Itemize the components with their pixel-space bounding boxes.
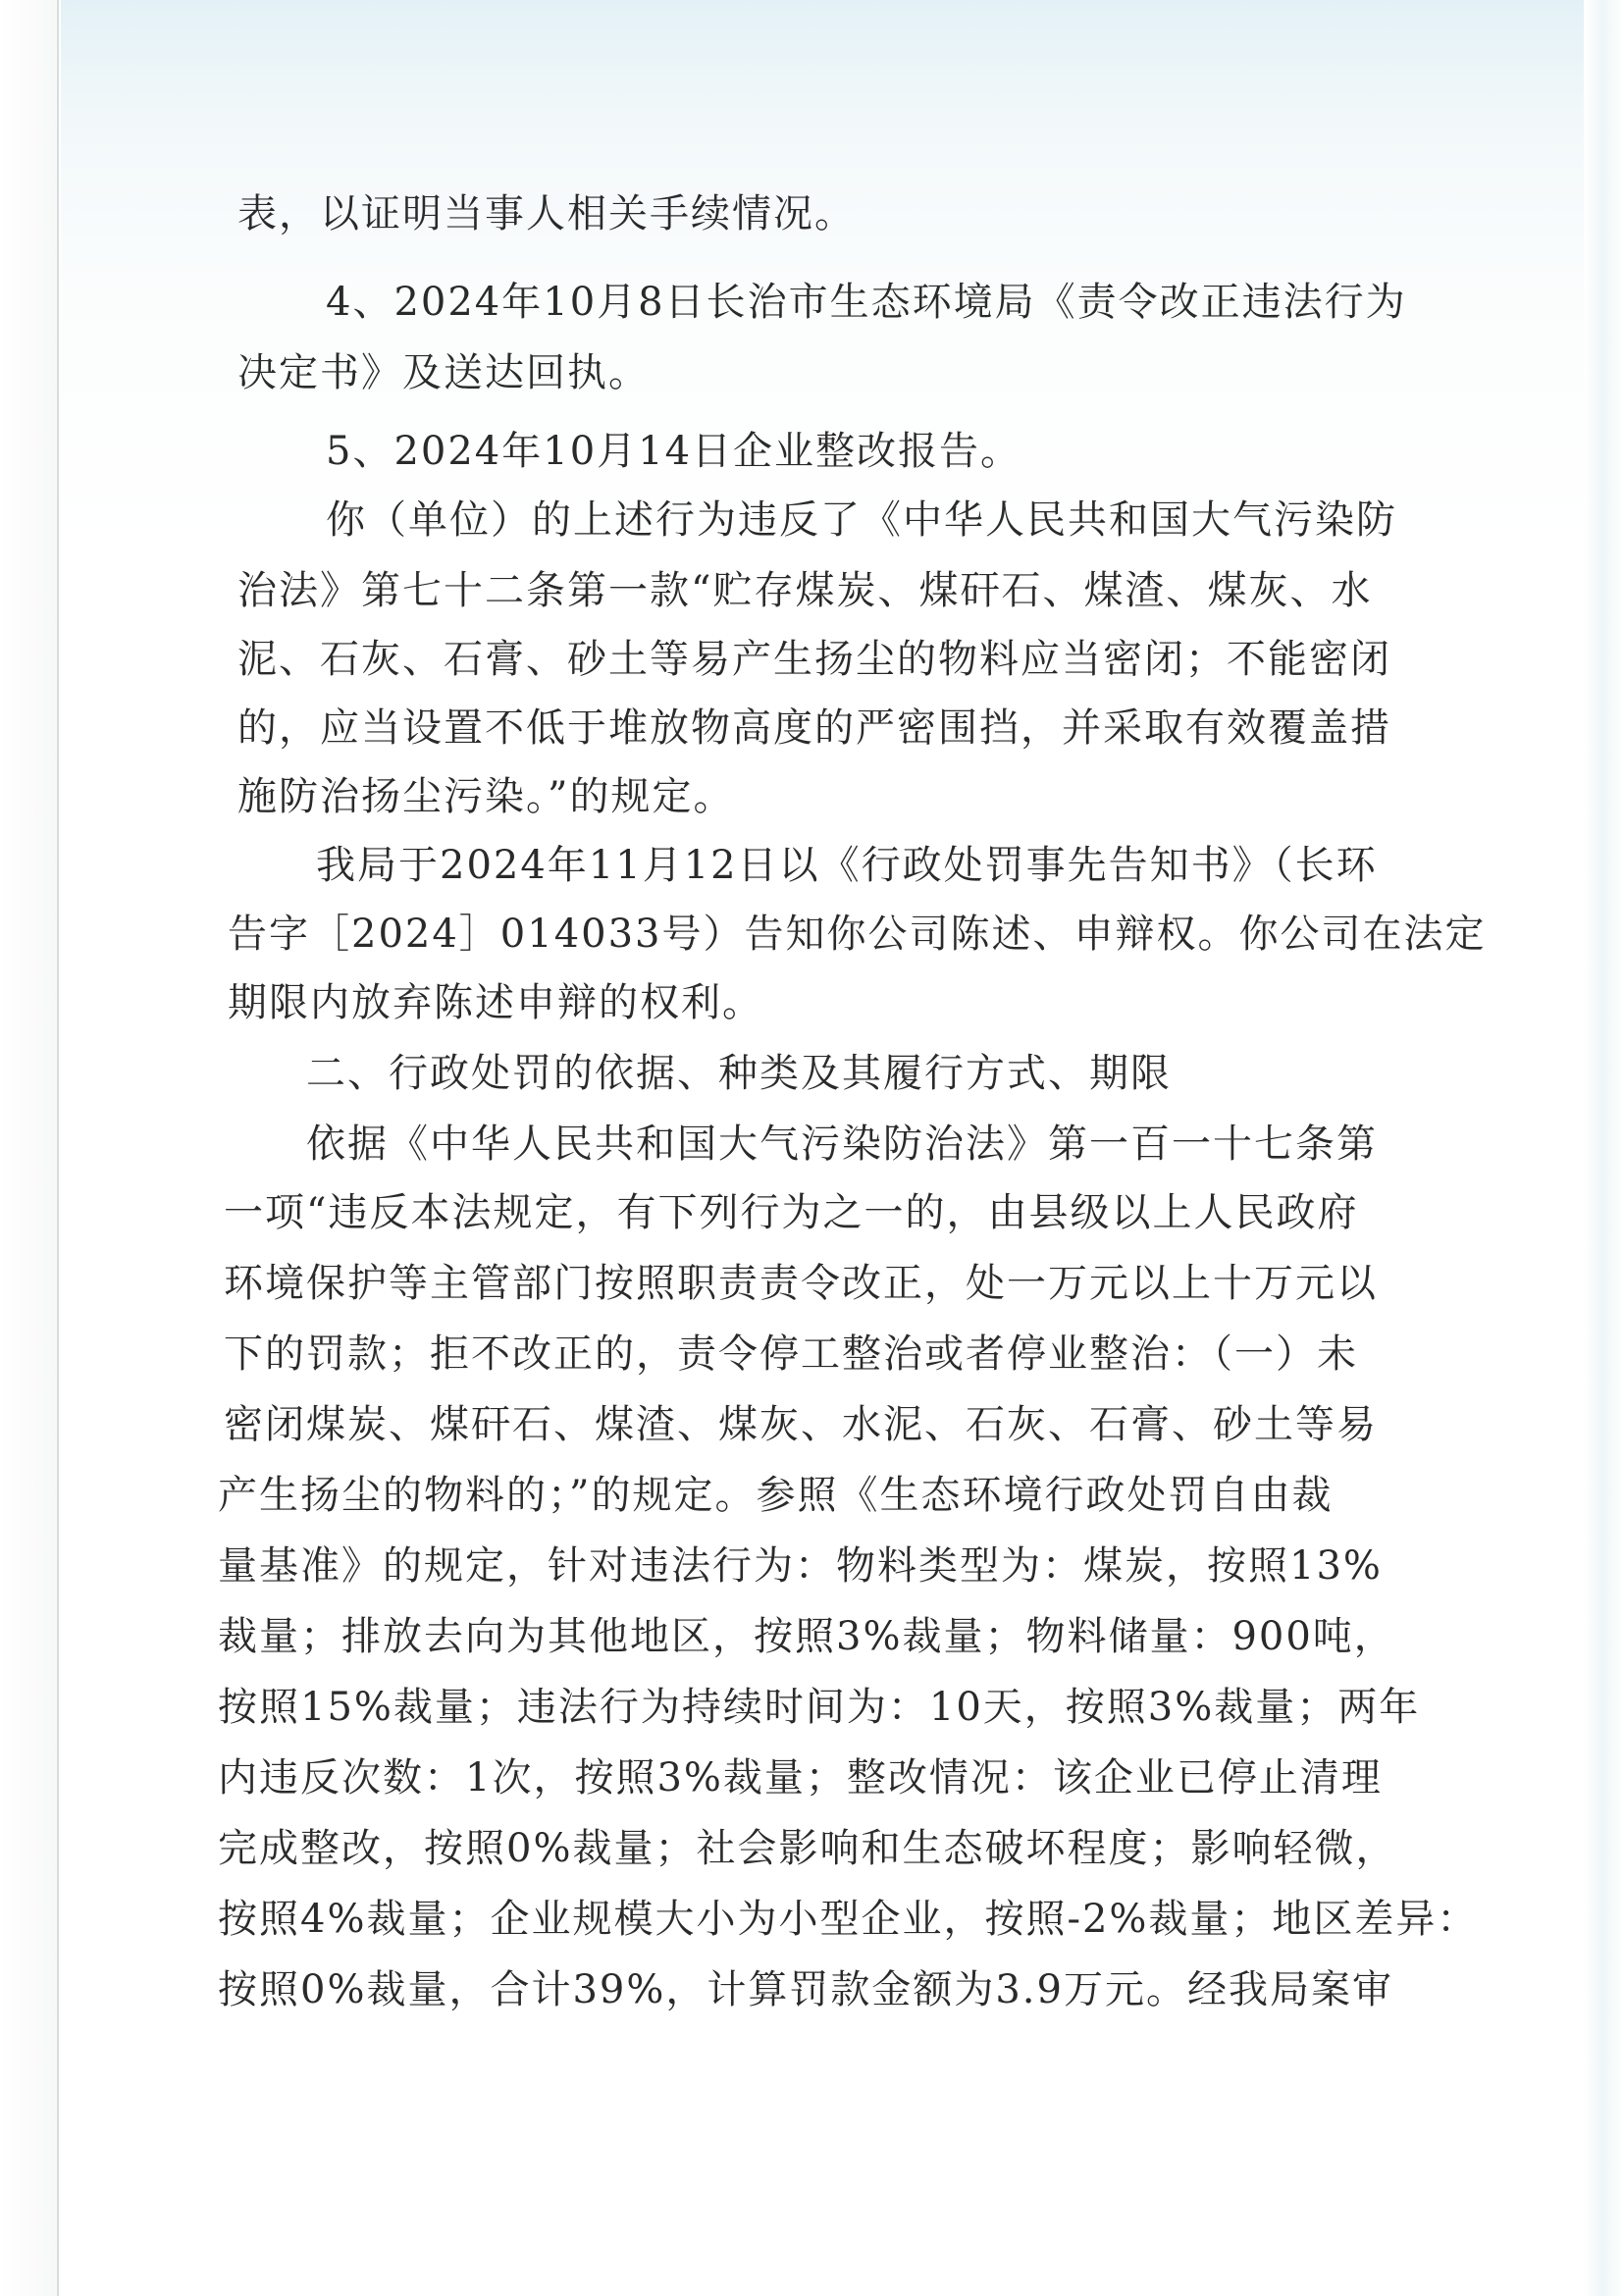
text-line: 内违反次数：1次，按照3%裁量；整改情况：该企业已停止清理 xyxy=(218,1755,1383,1800)
scan-border-right xyxy=(1584,0,1623,2296)
text-line: 你（单位）的上述行为违反了《中华人民共和国大气污染防 xyxy=(326,497,1397,543)
text-line: 量基准》的规定，针对违法行为：物料类型为：煤炭，按照13% xyxy=(218,1543,1383,1589)
text-line: 期限内放弃陈述申辩的权利。 xyxy=(228,980,763,1025)
text-line: 一项“违反本法规定，有下列行为之一的，由县级以上人民政府 xyxy=(224,1190,1359,1235)
text-line: 的，应当设置不低于堆放物高度的严密围挡，并采取有效覆盖措 xyxy=(237,705,1391,751)
scan-border-left xyxy=(0,0,61,2296)
text-line: 5、2024年10月14日企业整改报告。 xyxy=(326,429,1022,474)
text-line: 环境保护等主管部门按照职责责令改正，处一万元以上十万元以 xyxy=(224,1261,1378,1306)
text-line: 按照0%裁量，合计39%，计算罚款金额为3.9万元。经我局案审 xyxy=(218,1967,1393,2012)
section-heading: 二、行政处罚的依据、种类及其履行方式、期限 xyxy=(306,1051,1172,1096)
text-line: 按照15%裁量；违法行为持续时间为：10天，按照3%裁量；两年 xyxy=(218,1685,1421,1730)
text-line: 裁量；排放去向为其他地区，按照3%裁量；物料储量：900吨， xyxy=(218,1614,1395,1659)
text-line: 产生扬尘的物料的；”的规定。参照《生态环境行政处罚自由裁 xyxy=(218,1473,1334,1518)
text-line: 表，以证明当事人相关手续情况。 xyxy=(237,191,856,236)
text-line: 施防治扬尘污染。”的规定。 xyxy=(237,774,735,819)
text-line: 治法》第七十二条第一款“贮存煤炭、煤矸石、煤渣、煤灰、水 xyxy=(237,568,1373,613)
text-line: 完成整改，按照0%裁量；社会影响和生态破坏程度；影响轻微， xyxy=(218,1826,1397,1871)
text-line: 泥、石灰、石膏、砂土等易产生扬尘的物料应当密闭；不能密闭 xyxy=(237,637,1391,682)
text-line: 依据《中华人民共和国大气污染防治法》第一百一十七条第 xyxy=(306,1122,1378,1167)
text-line: 4、2024年10月8日长治市生态环境局《责令改正违法行为 xyxy=(326,280,1407,325)
scan-fold-line xyxy=(57,0,59,2296)
text-line: 密闭煤炭、煤矸石、煤渣、煤灰、水泥、石灰、石膏、砂土等易 xyxy=(224,1402,1378,1447)
text-line: 下的罚款；拒不改正的，责令停工整治或者停业整治：（一）未 xyxy=(224,1331,1358,1377)
text-line: 我局于2024年11月12日以《行政处罚事先告知书》（长环 xyxy=(316,843,1378,888)
text-line: 决定书》及送达回执。 xyxy=(237,350,650,395)
text-line: 按照4%裁量；企业规模大小为小型企业，按照-2%裁量；地区差异： xyxy=(218,1897,1479,1942)
text-line: 告字［2024］014033号）告知你公司陈述、申辩权。你公司在法定 xyxy=(228,912,1487,957)
